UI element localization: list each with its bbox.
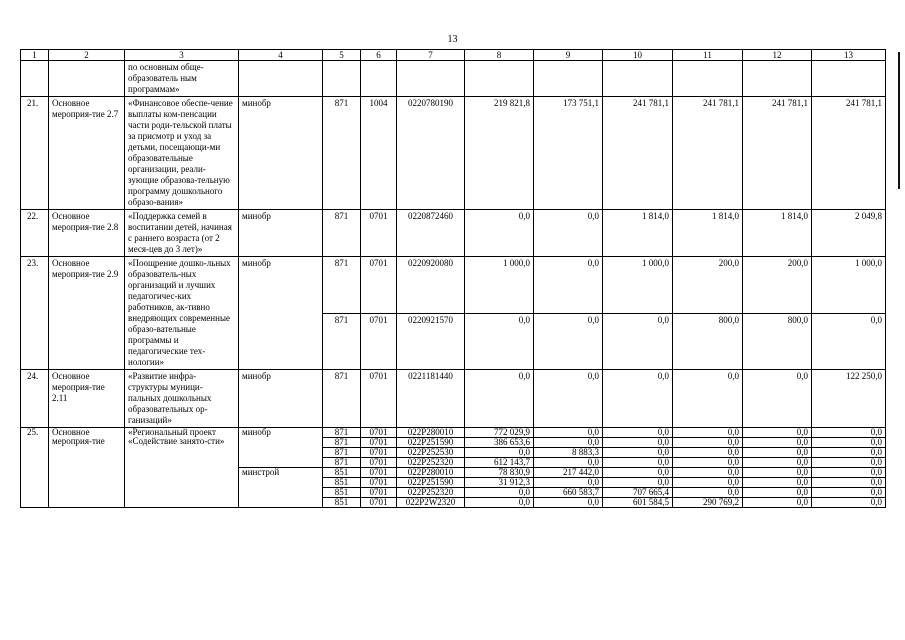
column-header: 2 bbox=[49, 50, 125, 61]
activity-type: Основное мероприя-тие 2.9 bbox=[49, 257, 125, 370]
value-col-11: 0,0 bbox=[673, 458, 743, 468]
value-col-10: 0,0 bbox=[603, 313, 673, 370]
row-number bbox=[21, 61, 49, 97]
executor: минобр bbox=[239, 428, 323, 468]
value-col-10: 601 584,5 bbox=[603, 498, 673, 508]
column-header: 9 bbox=[534, 50, 603, 61]
value-col-13: 122 250,0 bbox=[812, 370, 886, 428]
value-col-13: 241 781,1 bbox=[812, 97, 886, 210]
table-row bbox=[21, 370, 886, 428]
value-col-12: 200,0 bbox=[743, 257, 812, 314]
value-col-10: 0,0 bbox=[603, 468, 673, 478]
executor: минобр bbox=[239, 370, 323, 428]
value-col-12: 0,0 bbox=[743, 478, 812, 488]
value-col-13: 1 000,0 bbox=[812, 257, 886, 314]
activity-name: «Поощрение дошко-льных образователь-ных организаций и лучших педагогичес-ких работников, ак-тивно внедряющих современные образо-вательные программы и педагогические тех-нологии» bbox=[125, 257, 239, 370]
value-col-8: 0,0 bbox=[465, 488, 534, 498]
empty-cell bbox=[397, 61, 465, 97]
page-number: 13 bbox=[447, 34, 458, 45]
value-col-12: 0,0 bbox=[743, 488, 812, 498]
value-col-11: 0,0 bbox=[673, 488, 743, 498]
empty-cell bbox=[465, 61, 534, 97]
activity-name: «Региональный проект «Содействие занято-сти» bbox=[125, 428, 239, 508]
target-code: 0220920080 bbox=[397, 257, 465, 314]
value-col-11: 200,0 bbox=[673, 257, 743, 314]
section-code: 0701 bbox=[361, 488, 397, 498]
empty-cell bbox=[743, 61, 812, 97]
value-col-10: 1 814,0 bbox=[603, 210, 673, 257]
value-col-8: 0,0 bbox=[465, 370, 534, 428]
executor bbox=[239, 61, 323, 97]
executor: минстрой bbox=[239, 468, 323, 508]
value-col-13: 0,0 bbox=[812, 458, 886, 468]
value-col-11: 241 781,1 bbox=[673, 97, 743, 210]
value-col-8: 0,0 bbox=[465, 313, 534, 370]
target-code: 022P2W2320 bbox=[397, 498, 465, 508]
value-col-8: 0,0 bbox=[465, 448, 534, 458]
row-number: 24. bbox=[21, 370, 49, 428]
value-col-12: 0,0 bbox=[743, 370, 812, 428]
value-col-9: 173 751,1 bbox=[534, 97, 603, 210]
value-col-8: 386 653,6 bbox=[465, 438, 534, 448]
value-col-10: 0,0 bbox=[603, 438, 673, 448]
target-code: 022P252320 bbox=[397, 488, 465, 498]
target-code: 022P280010 bbox=[397, 468, 465, 478]
gu-code: 851 bbox=[323, 468, 361, 478]
value-col-13: 0,0 bbox=[812, 498, 886, 508]
value-col-11: 290 769,2 bbox=[673, 498, 743, 508]
section-code: 0701 bbox=[361, 313, 397, 370]
activity-name: «Финансовое обеспе-чение выплаты ком-пенсации части роди-тельской платы за присмотр и уход за детьми, посещающи-ми образовательные организации, реали-зующие образова-тельную программу дошкольного образо-вания» bbox=[125, 97, 239, 210]
page-edge-line bbox=[898, 52, 900, 189]
activity-name: по основным обще-образователь ным программам» bbox=[125, 61, 239, 97]
value-col-11: 0,0 bbox=[673, 428, 743, 438]
value-col-11: 0,0 bbox=[673, 438, 743, 448]
value-col-8: 0,0 bbox=[465, 210, 534, 257]
value-col-9: 0,0 bbox=[534, 438, 603, 448]
activity-name: «Поддержка семей в воспитании детей, начиная с раннего возраста (от 2 меся-цев до 3 лет)» bbox=[125, 210, 239, 257]
section-code: 0701 bbox=[361, 257, 397, 314]
section-code: 0701 bbox=[361, 438, 397, 448]
value-col-13: 0,0 bbox=[812, 428, 886, 438]
target-code: 022P251590 bbox=[397, 478, 465, 488]
column-header: 4 bbox=[239, 50, 323, 61]
value-col-13: 2 049,8 bbox=[812, 210, 886, 257]
column-header: 5 bbox=[323, 50, 361, 61]
value-col-9: 0,0 bbox=[534, 257, 603, 314]
value-col-9: 0,0 bbox=[534, 428, 603, 438]
empty-cell bbox=[323, 61, 361, 97]
gu-code: 871 bbox=[323, 97, 361, 210]
value-col-12: 0,0 bbox=[743, 458, 812, 468]
executor: минобр bbox=[239, 210, 323, 257]
section-code: 0701 bbox=[361, 370, 397, 428]
column-header: 7 bbox=[397, 50, 465, 61]
value-col-11: 0,0 bbox=[673, 478, 743, 488]
gu-code: 871 bbox=[323, 257, 361, 314]
table-row bbox=[21, 97, 886, 210]
value-col-9: 217 442,0 bbox=[534, 468, 603, 478]
gu-code: 851 bbox=[323, 488, 361, 498]
value-col-12: 0,0 bbox=[743, 498, 812, 508]
value-col-9: 8 883,3 bbox=[534, 448, 603, 458]
value-col-12: 800,0 bbox=[743, 313, 812, 370]
column-header-row bbox=[21, 50, 886, 61]
column-header: 3 bbox=[125, 50, 239, 61]
value-col-8: 772 029,9 bbox=[465, 428, 534, 438]
activity-type: Основное мероприя-тие 2.11 bbox=[49, 370, 125, 428]
value-col-11: 800,0 bbox=[673, 313, 743, 370]
value-col-10: 0,0 bbox=[603, 448, 673, 458]
section-code: 0701 bbox=[361, 468, 397, 478]
value-col-10: 0,0 bbox=[603, 478, 673, 488]
target-code: 022P252530 bbox=[397, 448, 465, 458]
value-col-12: 0,0 bbox=[743, 468, 812, 478]
value-col-11: 0,0 bbox=[673, 448, 743, 458]
value-col-9: 0,0 bbox=[534, 478, 603, 488]
row-number: 21. bbox=[21, 97, 49, 210]
activity-type bbox=[49, 61, 125, 97]
value-col-9: 0,0 bbox=[534, 210, 603, 257]
row-number: 23. bbox=[21, 257, 49, 370]
budget-table bbox=[20, 49, 886, 508]
value-col-9: 0,0 bbox=[534, 458, 603, 468]
column-header: 10 bbox=[603, 50, 673, 61]
section-code: 0701 bbox=[361, 458, 397, 468]
table-row bbox=[21, 61, 886, 97]
column-header: 8 bbox=[465, 50, 534, 61]
target-code: 0221181440 bbox=[397, 370, 465, 428]
column-header: 6 bbox=[361, 50, 397, 61]
empty-cell bbox=[361, 61, 397, 97]
gu-code: 871 bbox=[323, 458, 361, 468]
column-header: 13 bbox=[812, 50, 886, 61]
activity-type: Основное мероприя-тие bbox=[49, 428, 125, 508]
value-col-12: 0,0 bbox=[743, 428, 812, 438]
gu-code: 871 bbox=[323, 370, 361, 428]
value-col-13: 0,0 bbox=[812, 438, 886, 448]
value-col-8: 0,0 bbox=[465, 498, 534, 508]
empty-cell bbox=[673, 61, 743, 97]
section-code: 0701 bbox=[361, 478, 397, 488]
value-col-12: 241 781,1 bbox=[743, 97, 812, 210]
gu-code: 851 bbox=[323, 478, 361, 488]
row-number: 25. bbox=[21, 428, 49, 508]
section-code: 0701 bbox=[361, 498, 397, 508]
value-col-10: 707 665,4 bbox=[603, 488, 673, 498]
section-code: 0701 bbox=[361, 448, 397, 458]
column-header: 11 bbox=[673, 50, 743, 61]
activity-type: Основное мероприя-тие 2.7 bbox=[49, 97, 125, 210]
value-col-13: 0,0 bbox=[812, 448, 886, 458]
target-code: 0220780190 bbox=[397, 97, 465, 210]
target-code: 022P252320 bbox=[397, 458, 465, 468]
target-code: 022P251590 bbox=[397, 438, 465, 448]
value-col-11: 1 814,0 bbox=[673, 210, 743, 257]
gu-code: 871 bbox=[323, 438, 361, 448]
value-col-8: 78 830,9 bbox=[465, 468, 534, 478]
section-code: 0701 bbox=[361, 428, 397, 438]
value-col-13: 0,0 bbox=[812, 468, 886, 478]
target-code: 0220921570 bbox=[397, 313, 465, 370]
value-col-12: 0,0 bbox=[743, 438, 812, 448]
value-col-9: 0,0 bbox=[534, 498, 603, 508]
value-col-13: 0,0 bbox=[812, 313, 886, 370]
value-col-8: 1 000,0 bbox=[465, 257, 534, 314]
value-col-8: 219 821,8 bbox=[465, 97, 534, 210]
value-col-11: 0,0 bbox=[673, 468, 743, 478]
gu-code: 871 bbox=[323, 313, 361, 370]
section-code: 1004 bbox=[361, 97, 397, 210]
value-col-11: 0,0 bbox=[673, 370, 743, 428]
column-header: 12 bbox=[743, 50, 812, 61]
gu-code: 851 bbox=[323, 498, 361, 508]
value-col-12: 0,0 bbox=[743, 448, 812, 458]
gu-code: 871 bbox=[323, 210, 361, 257]
value-col-9: 0,0 bbox=[534, 370, 603, 428]
section-code: 0701 bbox=[361, 210, 397, 257]
activity-type: Основное мероприя-тие 2.8 bbox=[49, 210, 125, 257]
value-col-10: 241 781,1 bbox=[603, 97, 673, 210]
column-header: 1 bbox=[21, 50, 49, 61]
value-col-8: 31 912,3 bbox=[465, 478, 534, 488]
empty-cell bbox=[534, 61, 603, 97]
value-col-10: 1 000,0 bbox=[603, 257, 673, 314]
gu-code: 871 bbox=[323, 428, 361, 438]
empty-cell bbox=[603, 61, 673, 97]
table-row bbox=[21, 210, 886, 257]
table-body bbox=[21, 50, 886, 508]
row-number: 22. bbox=[21, 210, 49, 257]
target-code: 0220872460 bbox=[397, 210, 465, 257]
value-col-9: 660 583,7 bbox=[534, 488, 603, 498]
table-row bbox=[21, 257, 886, 314]
executor: минобр bbox=[239, 97, 323, 210]
empty-cell bbox=[812, 61, 886, 97]
value-col-13: 0,0 bbox=[812, 478, 886, 488]
value-col-10: 0,0 bbox=[603, 370, 673, 428]
activity-name: «Развитие инфра-структуры муници-пальных дошкольных образовательных ор-ганизаций» bbox=[125, 370, 239, 428]
value-col-10: 0,0 bbox=[603, 458, 673, 468]
gu-code: 871 bbox=[323, 448, 361, 458]
value-col-10: 0,0 bbox=[603, 428, 673, 438]
target-code: 022P280010 bbox=[397, 428, 465, 438]
value-col-13: 0,0 bbox=[812, 488, 886, 498]
value-col-9: 0,0 bbox=[534, 313, 603, 370]
value-col-12: 1 814,0 bbox=[743, 210, 812, 257]
value-col-8: 612 143,7 bbox=[465, 458, 534, 468]
executor: минобр bbox=[239, 257, 323, 370]
table-row bbox=[21, 428, 886, 438]
